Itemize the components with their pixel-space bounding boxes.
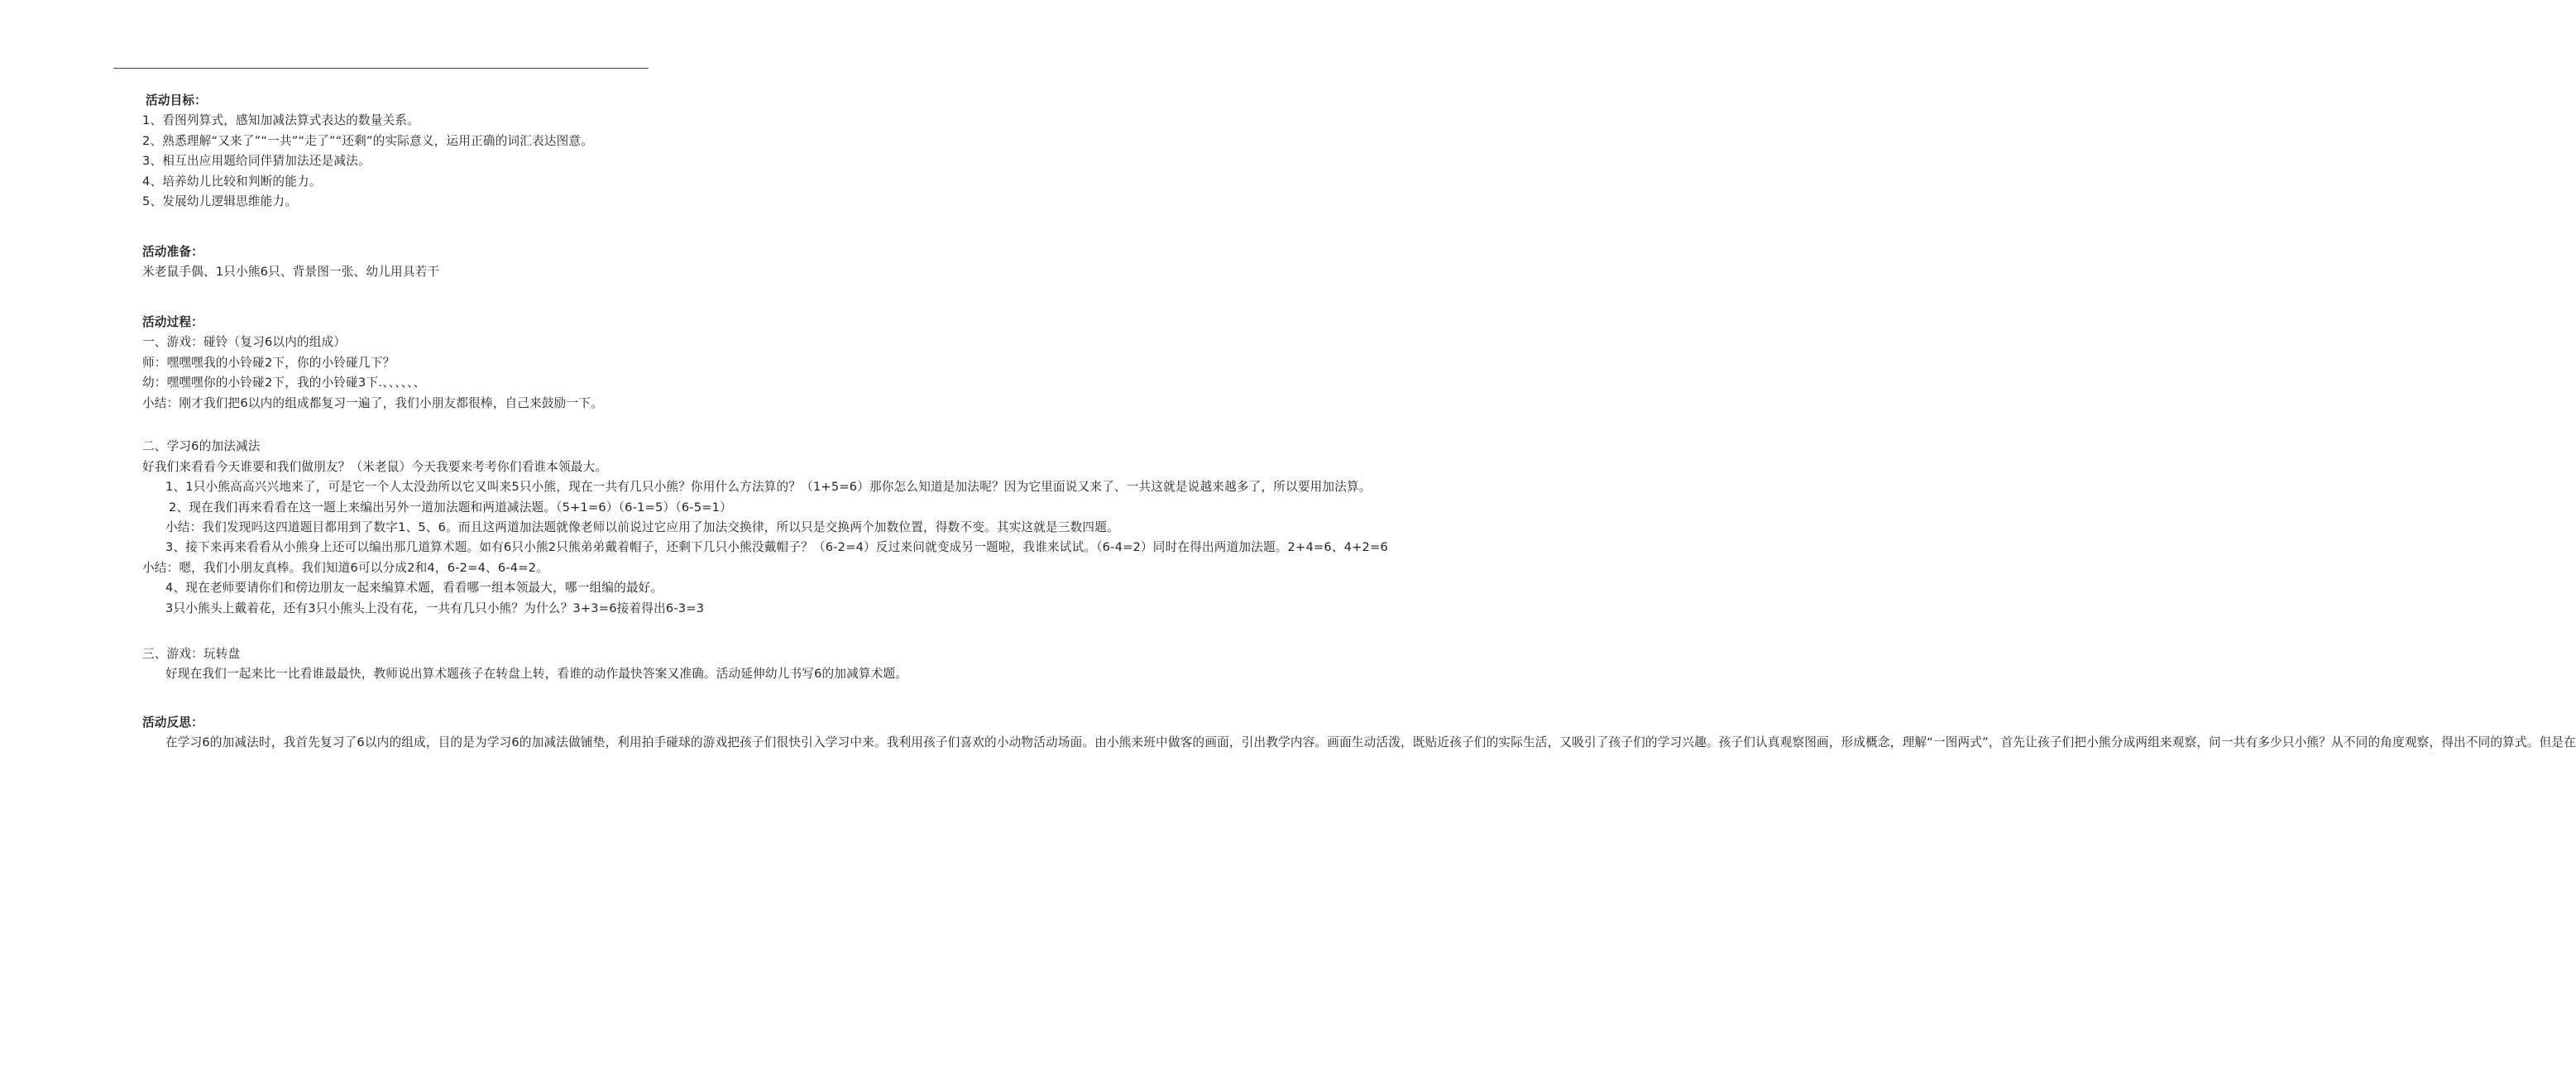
part2-heading: 二、学习6的加法减法 — [142, 439, 261, 454]
goal-item-3: 3、相互出应用题给同伴猜加法还是减法。 — [142, 154, 371, 169]
part3-text: 好现在我们一起来比一比看谁最最快，教师说出算术题孩子在转盘上转，看谁的动作最快答案又准确。活动延伸幼儿书写6的加减算术题。 — [165, 666, 908, 681]
goal-item-2: 2、熟悉理解“又来了”“一共”“走了”“还剩”的实际意义，运用正确的词汇表达图意。 — [142, 133, 593, 148]
process-title: 活动过程： — [142, 315, 203, 330]
reflection-text: 在学习6的加减法时，我首先复习了6以内的组成，目的是为学习6的加减法做铺垫，利用拍手碰球的游戏把孩子们很快引入学习中来。我利用孩子们喜欢的小动物活动场面。由小熊来班中做客的画面，引出教学内容。画面生动活泼，既贴近孩子们的实际生活，又吸引了孩子们的学习兴趣。孩子们认真观察图画，形成概念，理解“一图两式”，首先让孩子们把小熊分成两组来观察，问一共有多少只小熊？从不同的角度观察，得出不同的算式。但是在 — [165, 735, 2576, 750]
part2-para-5: 3只小熊头上戴着花，还有3只小熊头上没有花，一共有几只小熊？为什么？3+3=6接着得出6-3=3 — [165, 601, 705, 615]
part2-summary-2: 小结：嗯，我们小朋友真棒。我们知道6可以分成2和4，6-2=4、6-4=2。 — [142, 560, 548, 575]
part1-line-child: 幼：嘿嘿嘿你的小铃碰2下，我的小铃碰3下.、、、、、、 — [142, 376, 426, 390]
goal-item-5: 5、发展幼儿逻辑思维能力。 — [142, 194, 298, 209]
part2-para-3: 3、接下来再来看看从小熊身上还可以编出那几道算术题。如有6只小熊2只熊弟弟戴着帽子，还剩下几只小熊没戴帽子？（6-2=4）反过来问就变成另一题啦，我谁来试试。（6-4=2）同时在得出两道加法题。2+4=6、4+2=6 — [165, 540, 1388, 555]
part2-para-4: 4、现在老师要请你们和傍边朋友一起来编算术题，看看哪一组本领最大，哪一组编的最好。 — [165, 581, 663, 596]
part1-heading: 一、游戏：碰铃（复习6以内的组成） — [142, 335, 347, 350]
document-body — [142, 91, 2576, 754]
goal-item-1: 1、看图列算式，感知加减法算式表达的数量关系。 — [142, 113, 419, 128]
goals-title: 活动目标： — [146, 93, 207, 108]
part1-line-teacher: 师：嘿嘿嘿我的小铃碰2下，你的小铃碰几下？ — [142, 355, 395, 370]
part1-summary: 小结：刚才我们把6以内的组成都复习一遍了，我们小朋友都很棒，自己来鼓励一下。 — [142, 395, 603, 410]
prep-text: 米老鼠手偶、1只小熊6只、背景图一张、幼儿用具若干 — [142, 265, 440, 280]
part2-summary-1: 小结：我们发现吗这四道题目都用到了数字1、5、6。而且这两道加法题就像老师以前说过它应用了加法交换律，所以只是交换两个加数位置，得数不变。其实这就是三数四题。 — [165, 520, 1119, 535]
part3-heading: 三、游戏：玩转盘 — [142, 646, 241, 661]
reflection-title: 活动反思： — [142, 715, 203, 730]
part2-para-1: 1、1只小熊高高兴兴地来了，可是它一个人太没劲所以它又叫来5只小熊，现在一共有几只小熊？你用什么方法算的？（1+5=6）那你怎么知道是加法呢？因为它里面说又来了、一共这就是说越来越多了，所以要用加法算。 — [165, 480, 1372, 495]
header-rule — [113, 68, 649, 69]
prep-title: 活动准备： — [142, 244, 203, 259]
part2-intro: 好我们来看看今天谁要和我们做朋友？（米老鼠）今天我要来考考你们看谁本领最大。 — [142, 459, 608, 474]
goal-item-4: 4、培养幼儿比较和判断的能力。 — [142, 174, 322, 189]
part2-para-2: 2、现在我们再来看看在这一题上来编出另外一道加法题和两道减法题。（5+1=6）（6-1=5）（6-5=1） — [169, 500, 732, 515]
